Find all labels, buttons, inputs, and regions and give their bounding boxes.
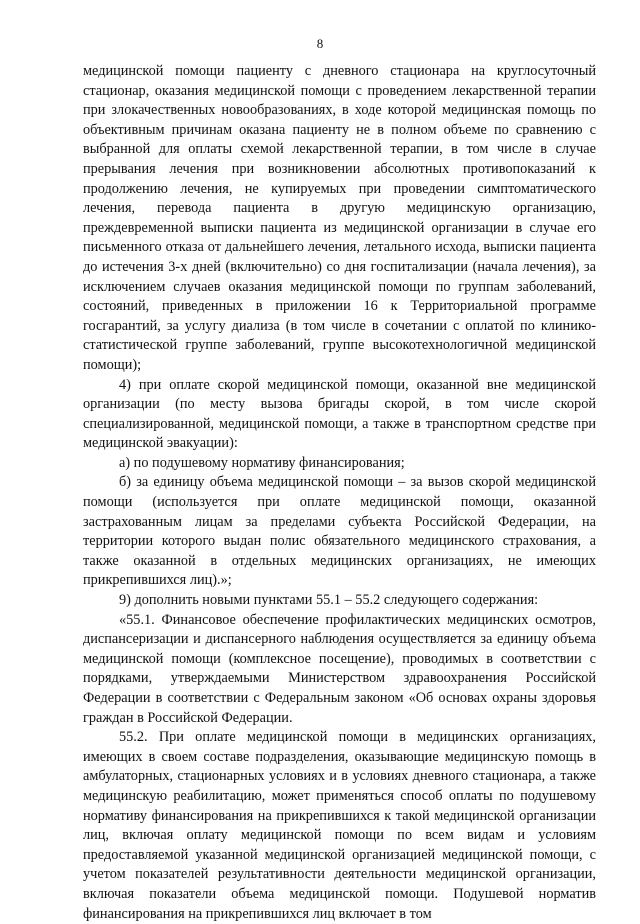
document-body xyxy=(83,62,596,924)
paragraph-point-55-2: 55.2. При оплате медицинской помощи в медицинских организациях, имеющих в своем составе подразделения, оказывающие медицинскую помощь в амбулаторных, стационарных условиях и в условиях дневного стационара, а также медицинскую реабилитацию, может применяться способ оплаты по подушевому нормативу финансирования на прикрепившихся к такой медицинской организации лиц, включая оплату медицинской помощи по всем видам и условиям предоставляемой указанной медицинской организацией медицинской помощи, с учетом показателей результативности деятельности медицинской организации, включая показатели объема медицинской помощи. Подушевой норматив финансирования на прикрепившихся лиц включает в том xyxy=(83,729,596,922)
paragraph-item-4b: б) за единицу объема медицинской помощи – за вызов скорой медицинской помощи (используется при оплате медицинской помощи, оказанной застрахованным лицам за пределами субъекта Российской Федерации, на территории которого выдан полис обязательного медицинского страхования, а также оказанной в отдельных медицинских организациях, не имеющих прикрепившихся лиц).»; xyxy=(83,474,596,589)
page-number: 8 xyxy=(316,36,324,51)
paragraph-item-4: 4) при оплате скорой медицинской помощи, оказанной вне медицинской организации (по месту вызова бригады скорой, в том числе скорой специализированной, медицинской помощи, а также в транспортном средстве при медицинской эвакуации): xyxy=(83,376,596,452)
paragraph-continuation: медицинской помощи пациенту с дневного стационара на круглосуточный стационар, оказания медицинской помощи с проведением лекарственной терапии при злокачественных новообразованиях, в ходе которой медицинская помощь по объективным причинам оказана пациенту не в полном объеме по сравнению с выбранной для оплаты схемой лекарственной терапии, в том числе в случае прерывания лечения при возникновении абсолютных противопоказаний к продолжению лечения, не купируемых при проведении симптоматического лечения, перевода пациента в другую медицинскую организацию, преждевременной выписки пациента из медицинской организации в случае его письменного отказа от дальнейшего лечения, летального исхода, выписки пациента до истечения 3-х дней (включительно) со дня госпитализации (начала лечения), за исключением случаев оказания медицинской помощи по группам заболеваний, состояний, приведенных в приложении 16 к Территориальной программе госгарантий, за услугу диализа (в том числе в сочетании с оплатой по клинико-статистической группе заболеваний, группе высокотехнологичной медицинской помощи); xyxy=(83,63,596,373)
paragraph-item-4a: а) по подушевому нормативу финансирования; xyxy=(119,454,405,471)
paragraph-item-9: 9) дополнить новыми пунктами 55.1 – 55.2 следующего содержания: xyxy=(119,592,539,609)
paragraph-point-55-1: «55.1. Финансовое обеспечение профилактических медицинских осмотров, диспансеризации и диспансерного наблюдения осуществляется за единицу объема медицинской помощи (комплексное посещение), проводимых в соответствии с порядками, утверждаемыми Министерством здравоохранения Российской Федерации в соответствии с Федеральным законом «Об основах охраны здоровья граждан в Российской Федерации. xyxy=(83,611,596,726)
